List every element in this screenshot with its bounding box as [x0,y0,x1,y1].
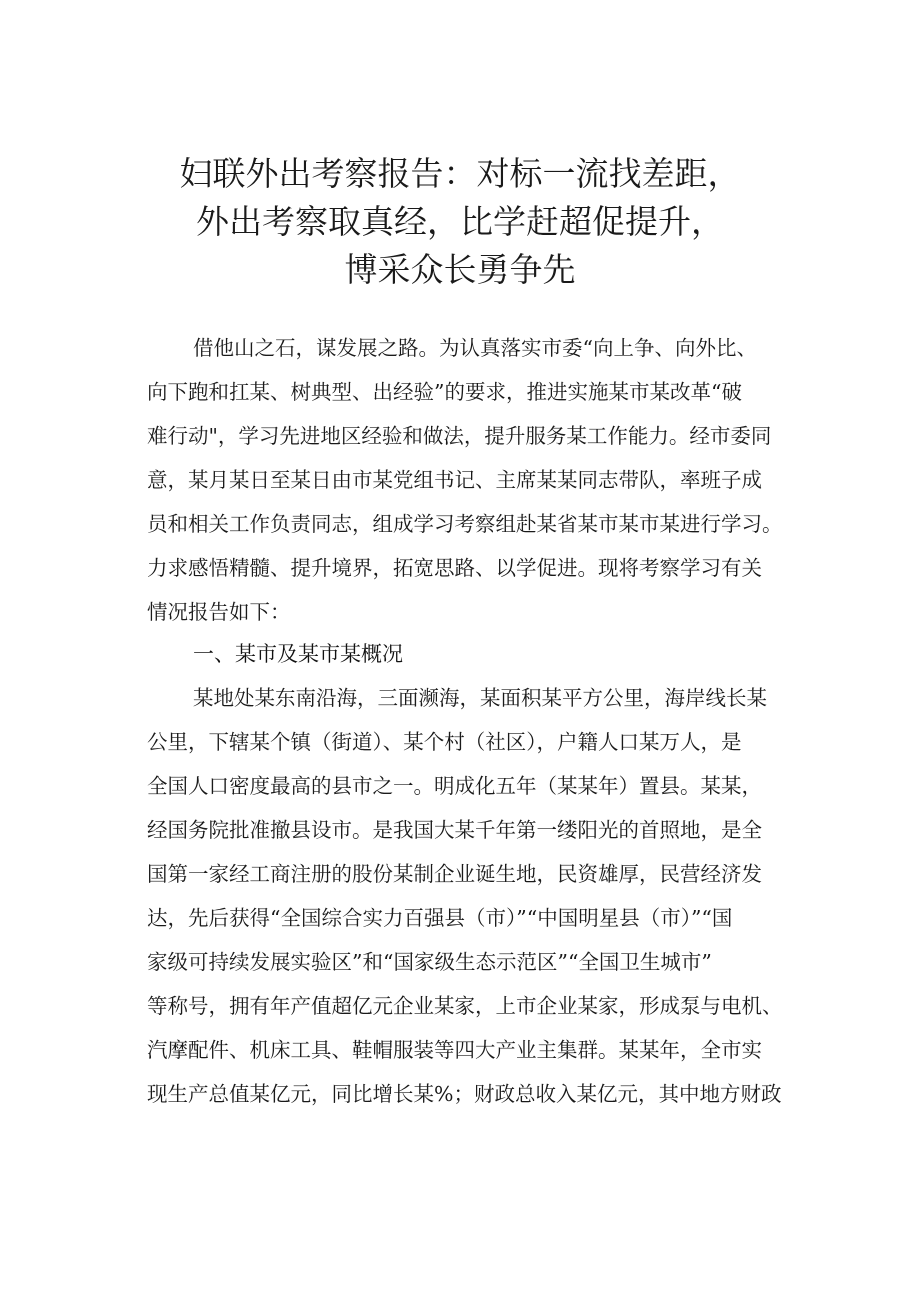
section-line-3: 全国人口密度最高的县市之一。明成化五年（某某年）置县。某某， [147,774,762,798]
intro-line-1: 借他山之石，谋发展之路。为认真落实市委“向上争、向外比、 [193,336,757,360]
section-line-7: 家级可持续发展实验区”和“国家级生态示范区”“全国卫生城市” [147,950,712,974]
document-title [120,150,800,294]
section-line-8: 等称号，拥有年产值超亿元企业某家，上市企业某家，形成泵与电机、 [147,994,783,1018]
title-line-1: 妇联外出考察报告：对标一流找差距， [179,154,741,193]
intro-line-4: 意，某月某日至某日由市某党组书记、主席某某同志带队，率班子成 [147,468,762,492]
section-line-10: 现生产总值某亿元，同比增长某%；财政总收入某亿元，其中地方财政 [147,1082,782,1106]
intro-line-5: 员和相关工作负责同志，组成学习考察组赴某省某市某市某进行学习。 [147,512,783,536]
intro-line-3: 难行动"，学习先进地区经验和做法，提升服务某工作能力。经市委同 [147,424,772,448]
intro-line-7: 情况报告如下： [147,600,291,624]
section-line-9: 汽摩配件、机床工具、鞋帽服装等四大产业主集群。某某年，全市实 [147,1038,762,1062]
section-line-1: 某地处某东南沿海，三面濒海，某面积某平方公里，海岸线长某 [193,686,767,710]
title-line-2: 外出考察取真经，比学赶超促提升， [196,202,724,241]
section-heading: 一、某市及某市某概况 [193,642,403,666]
section-line-5: 国第一家经工商注册的股份某制企业诞生地，民资雄厚，民营经济发 [147,862,762,886]
section-line-6: 达，先后获得“全国综合实力百强县（市）”“中国明星县（市）”“国 [147,906,733,930]
intro-line-6: 力求感悟精髓、提升境界，拓宽思路、以学促进。现将考察学习有关 [147,556,762,580]
section-line-4: 经国务院批准撤县设市。是我国大某千年第一缕阳光的首照地，是全 [147,818,762,842]
section-line-2: 公里，下辖某个镇（街道）、某个村（社区），户籍人口某万人，是 [147,730,742,754]
title-line-3: 博采众长勇争先 [344,250,576,289]
intro-line-2: 向下跑和扛某、树典型、出经验”的要求，推进实施某市某改革“破 [147,380,742,404]
